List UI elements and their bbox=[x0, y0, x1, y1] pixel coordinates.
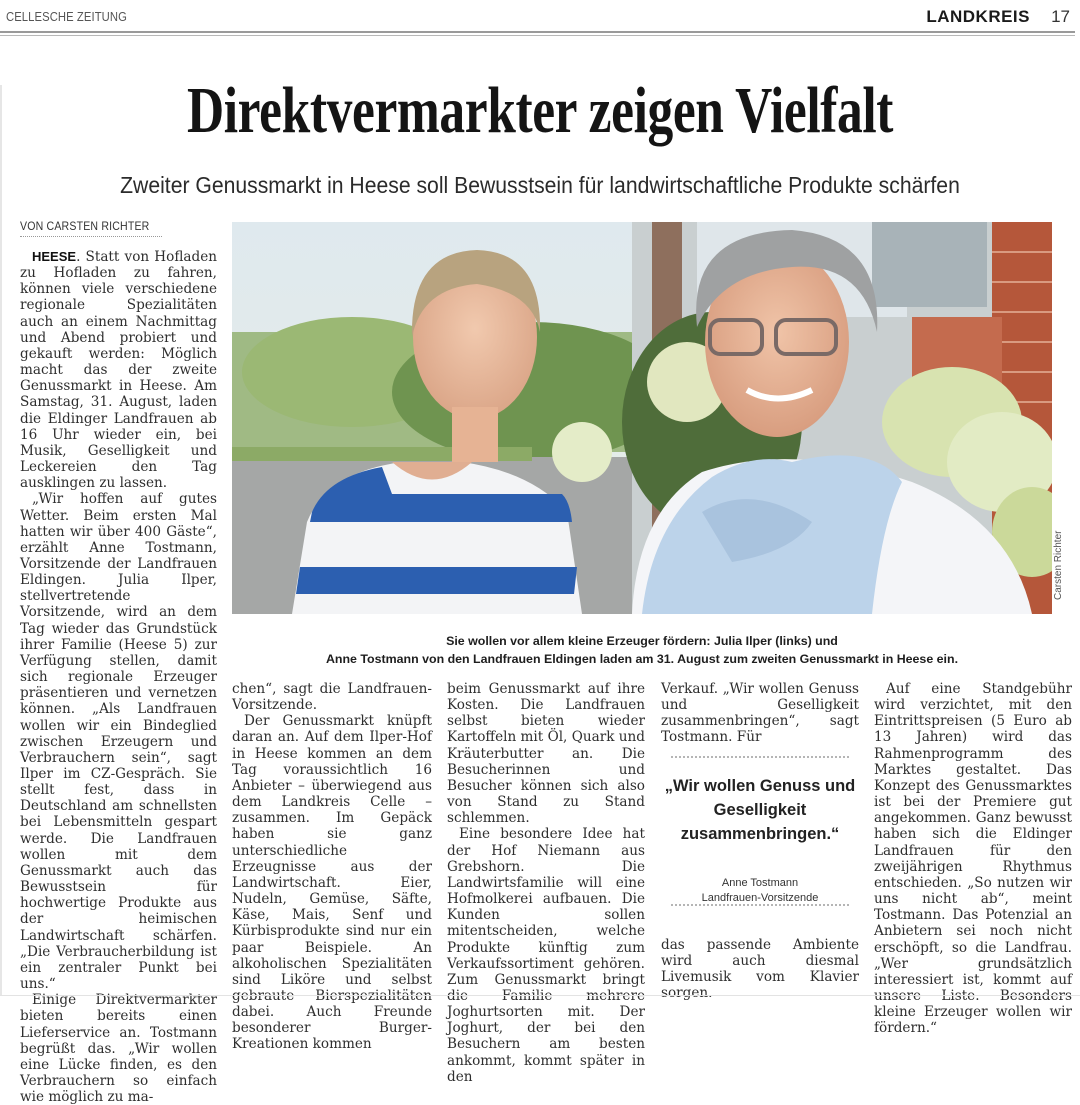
article-column-1 bbox=[20, 249, 217, 1105]
article-column-2 bbox=[232, 681, 432, 1053]
paragraph-continued: das passende Ambiente wird auch diesmal Livemusik vom Klavier sorgen. bbox=[661, 937, 859, 1002]
divider bbox=[671, 904, 849, 906]
masthead bbox=[0, 0, 1080, 38]
page-number: 17 bbox=[1051, 7, 1070, 26]
photo-credit: Carsten Richter bbox=[1053, 530, 1064, 600]
quote-author-name: Anne Tostmann bbox=[721, 877, 799, 889]
headline: Direktvermarkter zeigen Vielfalt bbox=[186, 74, 894, 147]
paragraph-continued: Verkauf. „Wir wollen Genuss und Geselligkeit zusammenbringen“, sagt Tostmann. Für bbox=[661, 681, 859, 746]
paragraph-text: . Statt von Hofladen zu Hofladen zu fahren, können viele verschiedene regionale Spezialitäten auch an einem Nachmittag und Abend probiert und gekauft werden: Möglich macht das der zweite Genussmarkt in Heese. Am Samstag, 31. August, laden die Eldinger Landfrauen ab 16 Uhr wieder ein, bei Musik, Geselligkeit und Leckereien den Tag ausklingen zu lassen. bbox=[20, 249, 217, 492]
page-edge bbox=[0, 85, 2, 995]
masthead-rule bbox=[0, 31, 1075, 36]
caption-line: Sie wollen vor allem kleine Erzeuger fördern: Julia Ilper (links) und bbox=[446, 634, 838, 648]
bottom-rule bbox=[0, 995, 1080, 996]
subheadline: Zweiter Genussmarkt in Heese soll Bewusstsein für landwirtschaftliche Produkte schärfen bbox=[120, 172, 960, 198]
pull-quote-box bbox=[661, 756, 859, 906]
paragraph: Auf eine Standgebühr wird verzichtet, mit den Eintrittspreisen (5 Euro ab 13 Jahren) wird das Rahmenprogramm des Marktes gestaltet. Das Konzept des Genussmarktes ist bei der Premiere gut angekommen. Ganz bewusst haben sich die Eldinger Landfrauen für den zweijährigen Rhythmus entschieden. „So nutzen wir uns nicht ab“, meint Tostmann. Das Potenzial an Anbietern sei noch nicht erschöpft, so die Landfrau. „Wer grundsätzlich interessiert ist, kommt auf unsere Liste. Besonders kleine Erzeuger wollen wir fördern.“ bbox=[874, 681, 1072, 1037]
newspaper-name: CELLESCHE ZEITUNG bbox=[6, 10, 127, 24]
article-column-4-bottom bbox=[661, 937, 859, 1002]
paragraph: Eine besondere Idee hat der Hof Niemann aus Grebshorn. Die Landwirtsfamilie will eine Hofmolkerei aufbauen. Die Kunden sollen mitentscheiden, welche Produkte künftig zum Verkaufssortiment gehören. Zum Genussmarkt bringt die Familie mehrere Joghurtsorten mit. Der Joghurt, der bei den Besuchern am besten ankommt, kommt später in den bbox=[447, 826, 645, 1085]
paragraph-continued: beim Genussmarkt auf ihre Kosten. Die Landfrauen selbst bieten wieder Kartoffeln mit Öl, Quark und Kräuterbutter an. Die Besucherinnen und Besucher können sich also von Stand zu Stand schlemmen. bbox=[447, 681, 645, 827]
article-column-4 bbox=[661, 681, 859, 746]
section-name: LANDKREIS bbox=[926, 7, 1030, 26]
article-photo bbox=[232, 222, 1052, 614]
byline-rule bbox=[20, 236, 162, 237]
article-column-5 bbox=[874, 681, 1072, 1036]
paragraph: „Wir hoffen auf gutes Wetter. Beim ersten Mal hatten wir über 400 Gäste“, erzählt Anne Tostmann, Vorsitzende der Landfrauen Eldingen. Julia Ilper, stellvertretende Vorsitzende, wird an dem Tag wieder das Grundstück ihrer Familie (Heese 5) zur Verfügung stellen, damit sich regionale Erzeuger präsentieren und vernetzen können. „Als Landfrauen wollen wir ein Bindeglied zwischen Erzeugern und Verbrauchern sein“, sagt Ilper im CZ-Gespräch. Sie stellt fest, dass in Deutschland am schnellsten bei Lebensmitteln gespart werde. Die Landfrauen wollen mit dem Genussmarkt auch das Bewusstsein für hochwertige Produkte aus der heimischen Landwirtschaft schärfen. „Die Verbraucherbildung ist ein zentraler Punkt bei uns.“ bbox=[20, 491, 217, 993]
quote-attribution bbox=[661, 876, 859, 906]
paragraph-continued: chen“, sagt die Landfrauen-Vorsitzende. bbox=[232, 681, 432, 714]
divider bbox=[671, 756, 849, 758]
photo-illustration bbox=[232, 222, 1052, 614]
paragraph bbox=[20, 249, 217, 491]
caption-line: Anne Tostmann von den Landfrauen Eldingen laden am 31. August zum zweiten Genussmarkt in Heese ein. bbox=[325, 652, 959, 666]
dateline: HEESE bbox=[32, 249, 77, 264]
pull-quote: „Wir wollen Genuss und Geselligkeit zusammenbringen.“ bbox=[664, 777, 856, 843]
quote-author-role: Landfrauen-Vorsitzende bbox=[701, 892, 819, 904]
photo-caption bbox=[232, 632, 1052, 668]
article-column-3 bbox=[447, 681, 645, 1085]
paragraph: Der Genussmarkt knüpft daran an. Auf dem Ilper-Hof in Heese kommen an dem Tag voraussichtlich 16 Anbieter – überwiegend aus dem Landkreis Celle – zusammen. Im Gepäck haben sie ganz unterschiedliche Erzeugnisse aus der Landwirtschaft. Eier, Nudeln, Gemüse, Säfte, Käse, Mais, Senf und Kürbisprodukte sind nur ein paar Beispiele. An alkoholischen Spezialitäten sind Liköre und selbst gebraute Bierspezialitäten dabei. Auch Freunde besonderer Burger-Kreationen kommen bbox=[232, 713, 432, 1053]
paragraph: Einige Direktvermarkter bieten bereits einen Lieferservice an. Tostmann begrüßt das. „Wir wollen eine Lücke finden, es den Verbrauchern so einfach wie möglich zu ma- bbox=[20, 992, 217, 1105]
byline: VON CARSTEN RICHTER bbox=[20, 219, 150, 233]
